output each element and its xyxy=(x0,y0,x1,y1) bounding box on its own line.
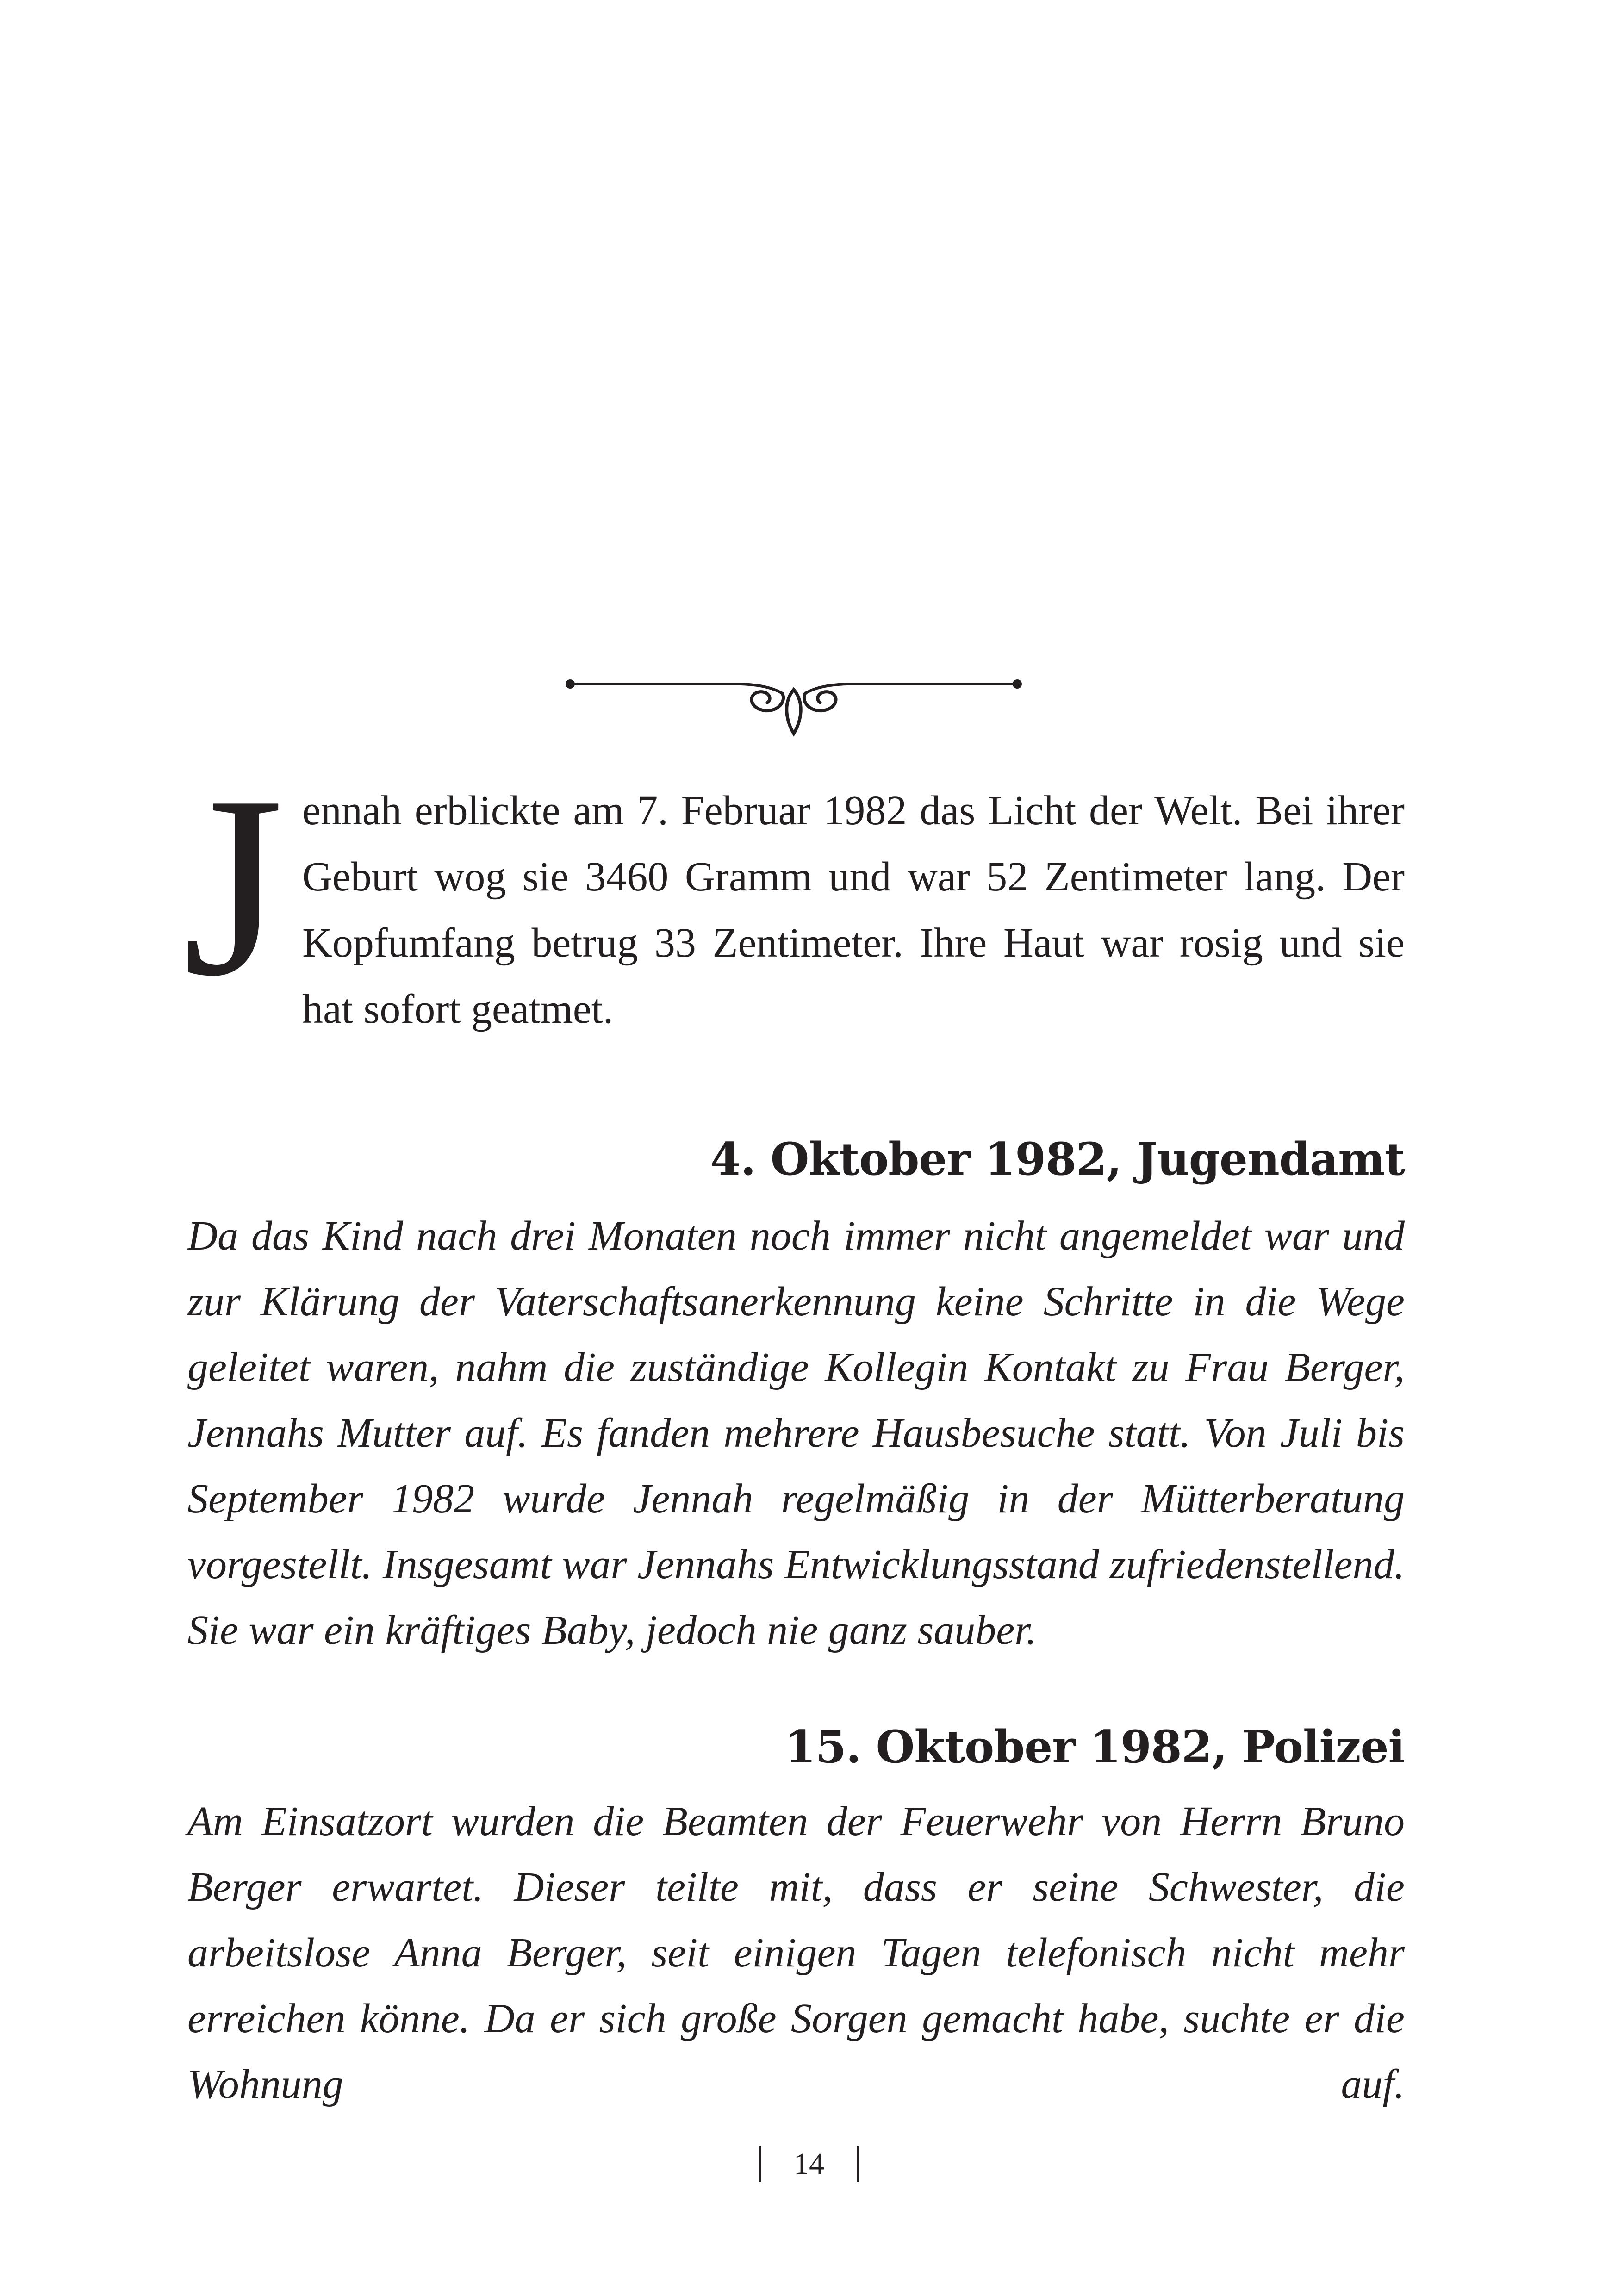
footer-divider xyxy=(759,2146,761,2182)
page-footer xyxy=(0,2138,1618,2187)
drop-cap: J xyxy=(183,743,284,1030)
section-heading: 15. Oktober 1982, Polizei xyxy=(785,1721,1405,1773)
section-body: Am Einsatzort wurden die Beamten der Feuerwehr von Herrn Bruno Berger erwartet. Dieser teilte mit, dass er seine Schwester, die arbeitslose Anna Berger, seit einigen Tagen telefonisch nicht mehr erreichen könne. Da er sich große Sorgen gemacht habe, suchte er die Wohnung auf. xyxy=(187,1798,1405,2107)
intro-text: ennah erblickte am 7. Februar 1982 das Licht der Welt. Bei ihrer Geburt wog sie 3460 Gramm und war 52 Zentimeter lang. Der Kopfumfang betrug 33 Zentimeter. Ihre Haut war rosig und sie hat sofort geatmet. xyxy=(302,788,1405,1032)
section-heading: 4. Oktober 1982, Jugendamt xyxy=(710,1133,1405,1185)
flourish-divider-icon xyxy=(565,657,1023,745)
intro-paragraph xyxy=(183,743,1405,1042)
page-number: 14 xyxy=(794,2147,824,2181)
section-body: Da das Kind nach drei Monaten noch immer nicht angemeldet war und zur Klärung der Vaterschaftsanerkennung keine Schritte in die Wege geleitet waren, nahm die zuständige Kollegin Kontakt zu Frau Berger, Jennahs Mutter auf. Es fanden mehrere Hausbesuche statt. Von Juli bis September 1982 wurde Jennah regelmäßig in der Mütterberatung vorgestellt. Insgesamt war Jennahs Entwicklungsstand zufriedenstellend. Sie war ein kräftiges Baby, jedoch nie ganz sauber. xyxy=(187,1213,1405,1653)
footer-divider xyxy=(857,2146,859,2182)
